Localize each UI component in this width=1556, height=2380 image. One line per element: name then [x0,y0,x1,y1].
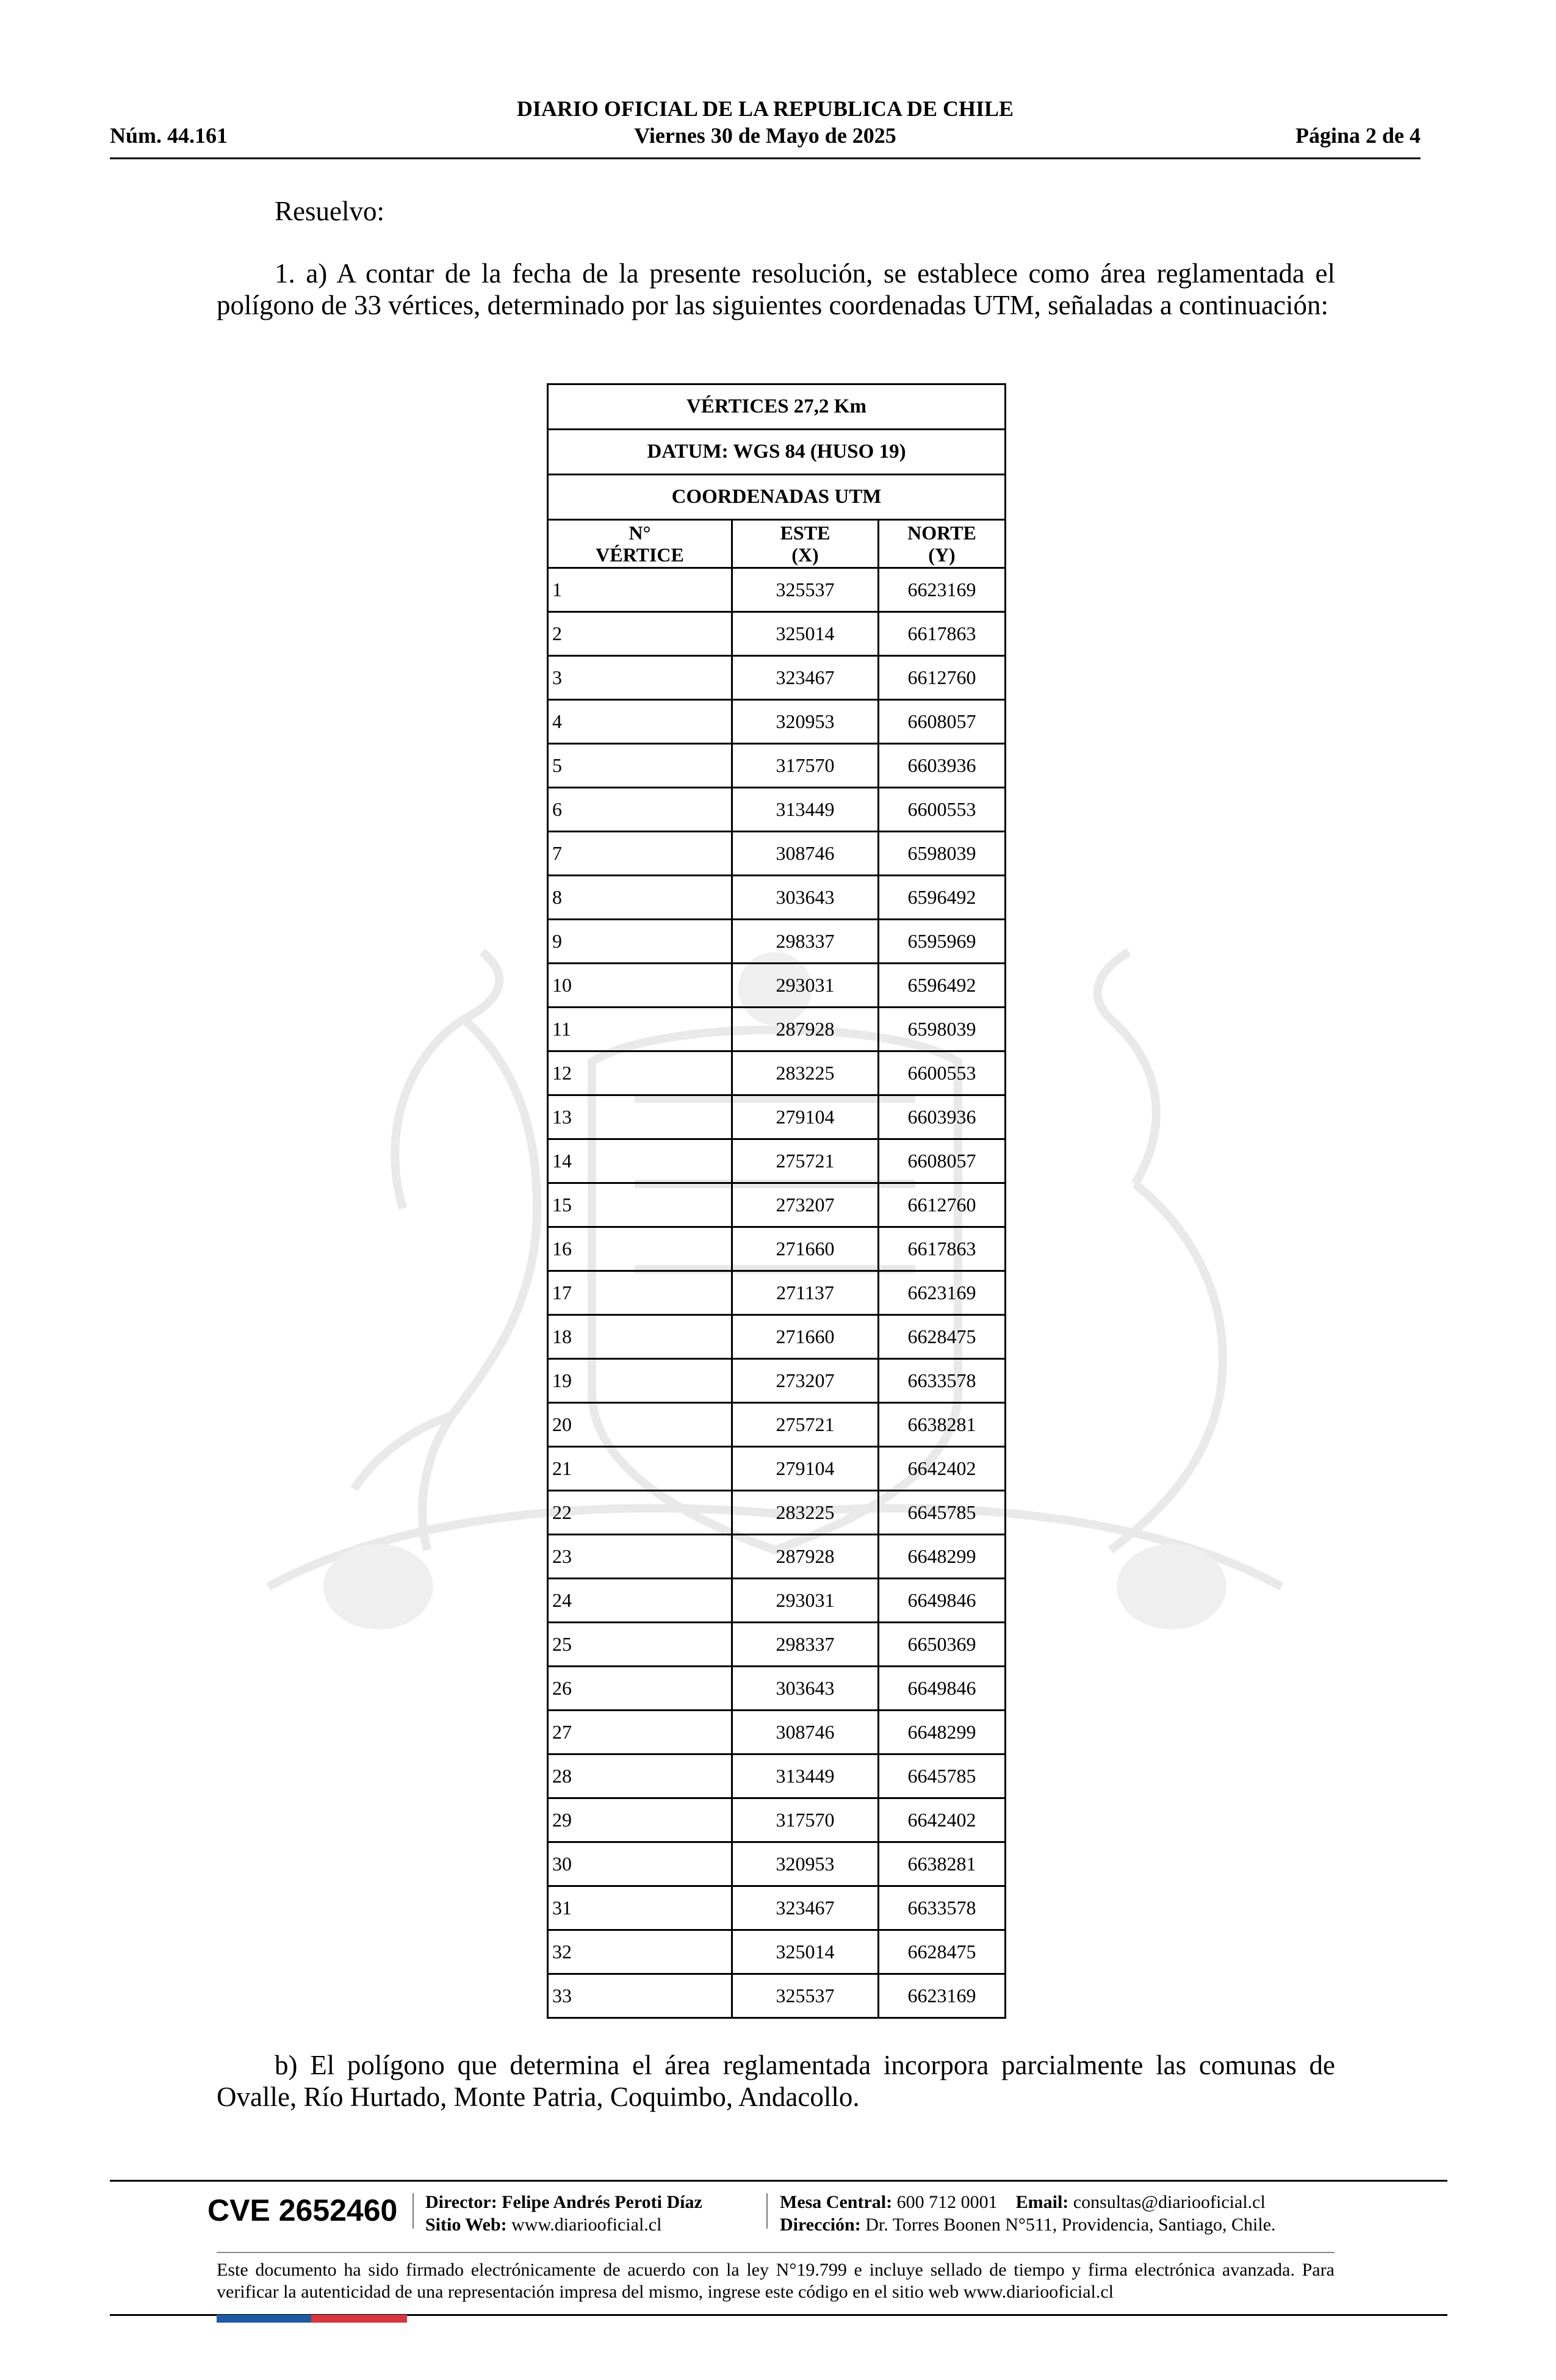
table-title: VÉRTICES 27,2 Km [548,384,1006,430]
vertex-number-cell: 10 [548,964,732,1008]
norte-cell: 6598039 [879,1008,1006,1051]
vertex-number-cell: 19 [548,1359,732,1403]
table-row [548,1271,1006,1315]
vertex-number-cell: 24 [548,1579,732,1623]
este-cell: 279104 [732,1447,879,1491]
table-row [548,1183,1006,1227]
vertex-number-cell: 31 [548,1886,732,1930]
norte-cell: 6596492 [879,876,1006,920]
cve-code: CVE 2652460 [207,2193,398,2227]
norte-cell: 6623169 [879,568,1006,612]
director-label: Director: [425,2192,497,2212]
table-row [548,1315,1006,1359]
vertex-number-cell: 33 [548,1974,732,2018]
table-row [548,1447,1006,1491]
table-row [548,1711,1006,1754]
table-row [548,832,1006,876]
vertex-number-cell: 27 [548,1711,732,1754]
col-header-norte [879,520,1006,568]
norte-cell: 6633578 [879,1886,1006,1930]
este-cell: 275721 [732,1139,879,1183]
mesa-label: Mesa Central: [780,2192,893,2212]
table-row [548,1842,1006,1886]
col-header-norte-line2: (Y) [928,544,956,566]
site-label: Sitio Web: [425,2215,507,2235]
norte-cell: 6596492 [879,964,1006,1008]
table-row [548,1886,1006,1930]
table-row [548,1403,1006,1447]
norte-cell: 6628475 [879,1315,1006,1359]
footer-mid-rule [217,2252,1334,2253]
vertex-number-cell: 4 [548,700,732,744]
norte-cell: 6608057 [879,1139,1006,1183]
este-cell: 313449 [732,788,879,832]
table-row [548,1008,1006,1051]
table-row [548,1798,1006,1842]
norte-cell: 6612760 [879,656,1006,700]
table-row [548,1227,1006,1271]
este-cell: 323467 [732,1886,879,1930]
vertex-number-cell: 18 [548,1315,732,1359]
este-cell: 320953 [732,1842,879,1886]
este-cell: 283225 [732,1051,879,1095]
norte-cell: 6650369 [879,1623,1006,1667]
vertex-number-cell: 15 [548,1183,732,1227]
norte-cell: 6603936 [879,1095,1006,1139]
vertex-number-cell: 21 [548,1447,732,1491]
mesa-phone: 600 712 0001 [896,2192,998,2212]
table-row [548,1535,1006,1579]
table-row [548,1139,1006,1183]
norte-cell: 6617863 [879,612,1006,656]
vertex-number-cell: 12 [548,1051,732,1095]
site-link[interactable]: www.diariooficial.cl [511,2215,662,2235]
norte-cell: 6608057 [879,700,1006,744]
norte-cell: 6649846 [879,1579,1006,1623]
vertex-number-cell: 23 [548,1535,732,1579]
col-header-este-line2: (X) [791,544,819,566]
norte-cell: 6600553 [879,788,1006,832]
table-row [548,964,1006,1008]
address-value: Dr. Torres Boonen N°511, Providencia, Santiago, Chile. [865,2215,1276,2235]
paragraph-1a [217,258,1335,321]
col-header-este [732,520,879,568]
resuelvo-heading: Resuelvo: [275,196,384,226]
col-header-norte-line1: NORTE [907,522,976,544]
newspaper-title: DIARIO OFICIAL DE LA REPUBLICA DE CHILE [516,96,1014,121]
este-cell: 325537 [732,568,879,612]
norte-cell: 6598039 [879,832,1006,876]
issue-date: Viernes 30 de Mayo de 2025 [634,123,896,148]
table-row [548,788,1006,832]
vertex-number-cell: 5 [548,744,732,788]
este-cell: 308746 [732,832,879,876]
norte-cell: 6628475 [879,1930,1006,1974]
table-row [548,612,1006,656]
norte-cell: 6617863 [879,1227,1006,1271]
vertex-number-cell: 25 [548,1623,732,1667]
norte-cell: 6633578 [879,1359,1006,1403]
este-cell: 308746 [732,1711,879,1754]
table-row [548,1667,1006,1711]
page-header [110,92,1421,159]
footer-contact-block [780,2191,1276,2236]
table-row [548,1579,1006,1623]
este-cell: 298337 [732,1623,879,1667]
este-cell: 279104 [732,1095,879,1139]
page-number: Página 2 de 4 [1295,123,1421,148]
este-cell: 325014 [732,612,879,656]
footer-separator [412,2193,414,2229]
norte-cell: 6645785 [879,1754,1006,1798]
table-row [548,1754,1006,1798]
norte-cell: 6645785 [879,1491,1006,1535]
este-cell: 287928 [732,1535,879,1579]
norte-cell: 6638281 [879,1403,1006,1447]
este-cell: 293031 [732,964,879,1008]
este-cell: 313449 [732,1754,879,1798]
vertex-number-cell: 26 [548,1667,732,1711]
table-row [548,656,1006,700]
table-row [548,1051,1006,1095]
norte-cell: 6648299 [879,1535,1006,1579]
vertex-number-cell: 6 [548,788,732,832]
issue-number: Núm. 44.161 [110,123,228,148]
footer-top-rule [110,2180,1447,2182]
norte-cell: 6648299 [879,1711,1006,1754]
este-cell: 298337 [732,920,879,964]
col-header-vertex [548,520,732,568]
norte-cell: 6649846 [879,1667,1006,1711]
footer-legal-note: Este documento ha sido firmado electrónicamente de acuerdo con la ley N°19.799 e incluye sellado de tiempo y firma electrónica avanzada. Para verificar la autenticidad de una representación impresa del mismo, ingrese este código en el sitio web www.diariooficial.cl [217,2260,1334,2302]
este-cell: 287928 [732,1008,879,1051]
norte-cell: 6638281 [879,1842,1006,1886]
vertex-number-cell: 32 [548,1930,732,1974]
vertex-number-cell: 3 [548,656,732,700]
vertex-number-cell: 17 [548,1271,732,1315]
este-cell: 273207 [732,1183,879,1227]
table-row [548,920,1006,964]
este-cell: 325537 [732,1974,879,2018]
vertex-number-cell: 8 [548,876,732,920]
este-cell: 320953 [732,700,879,744]
footer-separator [766,2193,768,2229]
paragraph-b [217,2049,1335,2113]
norte-cell: 6595969 [879,920,1006,964]
table-body [548,568,1006,2018]
norte-cell: 6623169 [879,1974,1006,2018]
table-row [548,1095,1006,1139]
este-cell: 271660 [732,1315,879,1359]
table-datum: DATUM: WGS 84 (HUSO 19) [548,430,1006,475]
utm-coordinates-table [547,383,1006,2019]
table-row [548,1974,1006,2018]
este-cell: 317570 [732,1798,879,1842]
table-row [548,1930,1006,1974]
este-cell: 273207 [732,1359,879,1403]
flag-stripe-red [311,2315,407,2323]
table-coords-label: COORDENADAS UTM [548,475,1006,520]
este-cell: 303643 [732,1667,879,1711]
table-row [548,876,1006,920]
footer-director-block [425,2191,702,2236]
paragraph-1a-text: 1. a) A contar de la fecha de la presente resolución, se establece como área reglamentada el polígono de 33 vértices, determinado por las siguientes coordenadas UTM, señaladas a continuación: [217,258,1335,320]
este-cell: 293031 [732,1579,879,1623]
table-row [548,744,1006,788]
col-header-este-line1: ESTE [780,522,830,544]
table-row [548,700,1006,744]
vertex-number-cell: 13 [548,1095,732,1139]
email-label: Email: [1015,2192,1069,2212]
este-cell: 275721 [732,1403,879,1447]
vertex-number-cell: 16 [548,1227,732,1271]
vertex-number-cell: 2 [548,612,732,656]
norte-cell: 6603936 [879,744,1006,788]
vertex-number-cell: 14 [548,1139,732,1183]
table-row [548,568,1006,612]
address-label: Dirección: [780,2215,861,2235]
vertex-number-cell: 1 [548,568,732,612]
este-cell: 303643 [732,876,879,920]
vertex-number-cell: 29 [548,1798,732,1842]
vertex-number-cell: 7 [548,832,732,876]
vertex-number-cell: 30 [548,1842,732,1886]
este-cell: 271137 [732,1271,879,1315]
table-row [548,1623,1006,1667]
vertex-number-cell: 22 [548,1491,732,1535]
vertex-number-cell: 11 [548,1008,732,1051]
este-cell: 271660 [732,1227,879,1271]
este-cell: 325014 [732,1930,879,1974]
norte-cell: 6600553 [879,1051,1006,1095]
norte-cell: 6642402 [879,1798,1006,1842]
director-name: Felipe Andrés Peroti Díaz [502,2192,702,2212]
paragraph-b-text: b) El polígono que determina el área reglamentada incorpora parcialmente las comunas de Ovalle, Río Hurtado, Monte Patria, Coquimbo, Andacollo. [217,2050,1335,2112]
vertex-number-cell: 9 [548,920,732,964]
norte-cell: 6642402 [879,1447,1006,1491]
col-header-vertex-line2: VÉRTICE [596,544,684,566]
vertex-number-cell: 28 [548,1754,732,1798]
table-row [548,1491,1006,1535]
este-cell: 323467 [732,656,879,700]
email-link[interactable]: consultas@diariooficial.cl [1073,2192,1266,2212]
table-row [548,1359,1006,1403]
este-cell: 283225 [732,1491,879,1535]
norte-cell: 6623169 [879,1271,1006,1315]
col-header-vertex-line1: N° [629,522,651,544]
flag-stripe-blue [217,2315,311,2323]
norte-cell: 6612760 [879,1183,1006,1227]
vertex-number-cell: 20 [548,1403,732,1447]
este-cell: 317570 [732,744,879,788]
